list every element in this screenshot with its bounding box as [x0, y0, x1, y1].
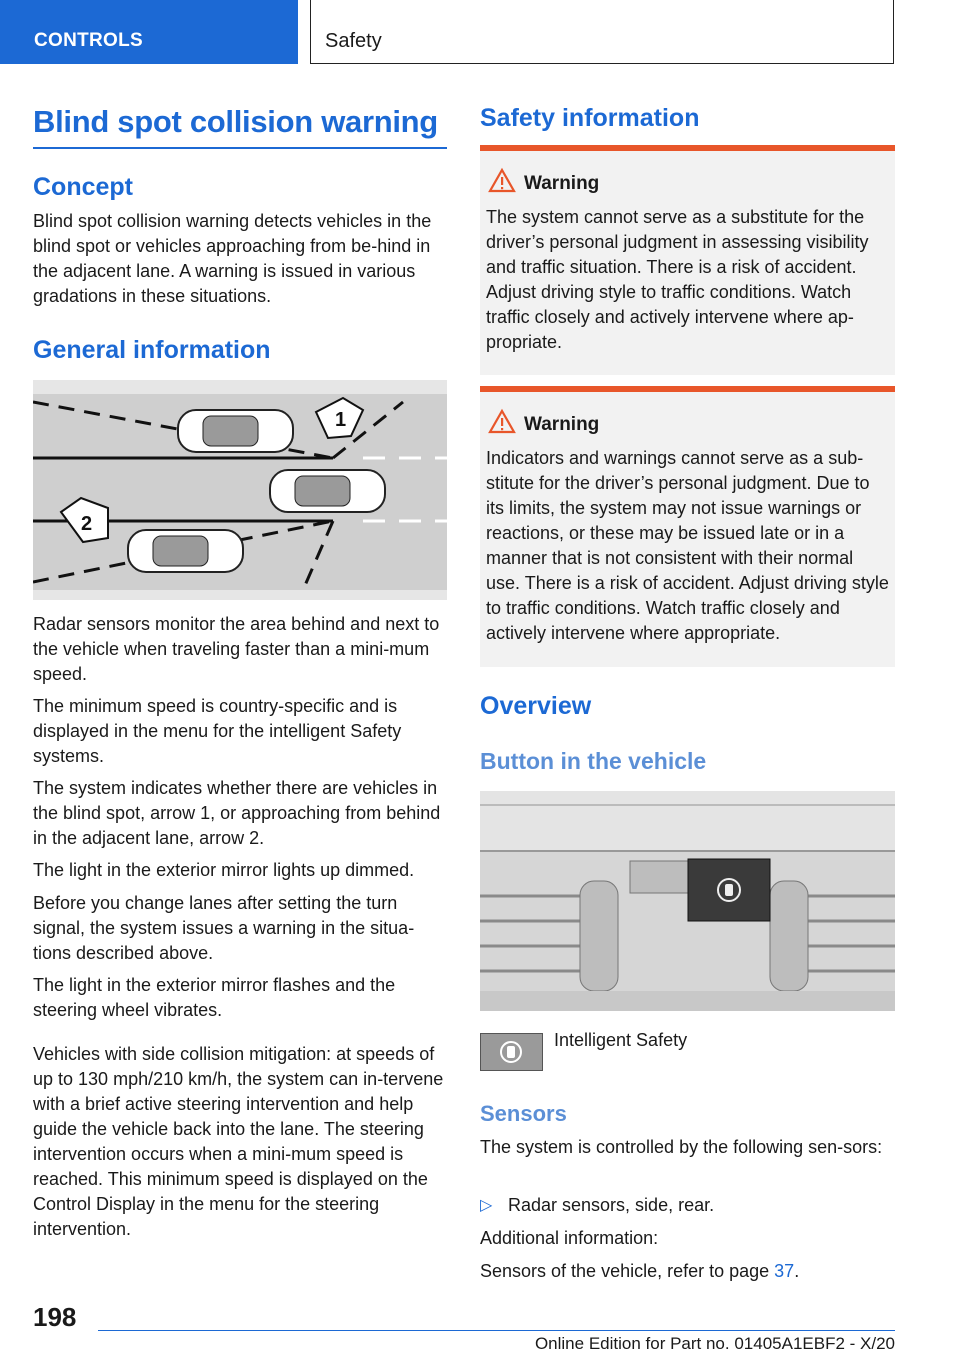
general-info-heading: General information: [33, 336, 271, 364]
header-section-label: Safety: [325, 30, 382, 52]
car-icon: [178, 410, 293, 452]
overview-heading: Overview: [480, 692, 592, 720]
concept-text: Blind spot collision warning detects vehicles in the blind spot or vehicles approaching from be-hind in the adjacent lane. A warning is issued in various gradations in these situations.: [33, 211, 432, 306]
general-p2: The minimum speed is country-specific and is displayed in the menu for the intelligent Safety systems.: [33, 696, 402, 766]
edition-note: Online Edition for Part no. 01405A1EBF2 - X/20: [534, 1334, 895, 1353]
sensors-bullet: Radar sensors, side, rear.: [508, 1195, 715, 1215]
warning-text: The system cannot serve as a substitute for the driver’s personal judgment in assessing visibility and traffic situation. There is a risk of accident. Adjust driving style to traffic conditions. Watch traffic closely and actively intervene where ap-propriate.: [486, 207, 869, 352]
reference-text: Sensors of the vehicle, refer to page: [480, 1261, 775, 1281]
car-icon: [128, 530, 243, 572]
header-tab-label: CONTROLS: [34, 30, 144, 51]
general-p4: The light in the exterior mirror lights up dimmed.: [33, 860, 415, 880]
warning-bar: [480, 145, 895, 151]
warning-bar: [480, 386, 895, 392]
page-reference-link[interactable]: 37: [774, 1261, 795, 1281]
general-p6: The light in the exterior mirror flashes and the steering wheel vibrates.: [33, 975, 396, 1020]
dashboard-illustration: [480, 791, 895, 1011]
safety-heading: Safety information: [480, 104, 700, 132]
button-label: Intelligent Safety: [554, 1030, 688, 1050]
bullet-marker: ▷: [480, 1197, 493, 1214]
reference-end: .: [794, 1261, 800, 1281]
intelligent-safety-button-icon: [480, 1033, 543, 1071]
warning-box-2: [480, 386, 895, 667]
additional-info: Additional information:: [480, 1228, 659, 1248]
blind-spot-diagram: [33, 380, 447, 600]
page-title: Blind spot collision warning: [33, 104, 438, 139]
footer-rule: [98, 1330, 895, 1331]
arrow-1-label: 1: [335, 409, 347, 431]
sensors-reference: [480, 1259, 894, 1284]
general-p7: Vehicles with side collision mitigation: at speeds of up to 130 mph/210 km/h, the system can in-tervene with a brief active steering intervention and help guide the vehicle back into the lane. The steering intervention occurs when a mini-mum speed is reached. This minimum speed is displayed on the Control Display in the menu for the steering intervention.: [33, 1044, 444, 1239]
general-p3: The system indicates whether there are vehicles in the blind spot, arrow 1, or approaching from behind in the adjacent lane, arrow 2.: [33, 778, 441, 848]
arrow-2-label: 2: [81, 513, 93, 535]
header-tab: [0, 0, 298, 64]
intelligent-safety-button-icon: [688, 859, 770, 921]
warning-triangle-icon: [488, 408, 516, 436]
button-in-vehicle-heading: Button in the vehicle: [480, 748, 707, 774]
intelligent-safety-icon-glyph: [481, 1034, 542, 1070]
sensors-heading: Sensors: [480, 1101, 567, 1126]
general-p1: Radar sensors monitor the area behind and next to the vehicle when traveling faster than a mini-mum speed.: [33, 614, 440, 684]
blind-spot-illustration: [33, 380, 447, 600]
warning-text: Indicators and warnings cannot serve as a sub-stitute for the driver’s personal judgment. Due to its limits, the system may not issue warnings or reactions, or these may be issued late or in a manner that is not consistent with their normal use. There is a risk of accident. Adjust driving style to traffic conditions. Watch traffic closely and actively intervene where appropriate.: [486, 448, 889, 643]
sensors-text: The system is controlled by the following sen-sors:: [480, 1137, 883, 1157]
header-section: [310, 0, 894, 64]
car-icon: [270, 470, 385, 512]
concept-heading: Concept: [33, 173, 133, 201]
warning-triangle-icon: [488, 167, 516, 195]
warning-title: Warning: [524, 173, 600, 194]
vehicle-button-photo: [480, 791, 895, 1011]
page-number: 198: [33, 1302, 77, 1332]
general-p5: Before you change lanes after setting the turn signal, the system issues a warning in the situa-tions described above.: [33, 893, 415, 963]
title-rule: [33, 147, 447, 149]
warning-title: Warning: [524, 414, 600, 435]
warning-box-1: [480, 145, 895, 375]
